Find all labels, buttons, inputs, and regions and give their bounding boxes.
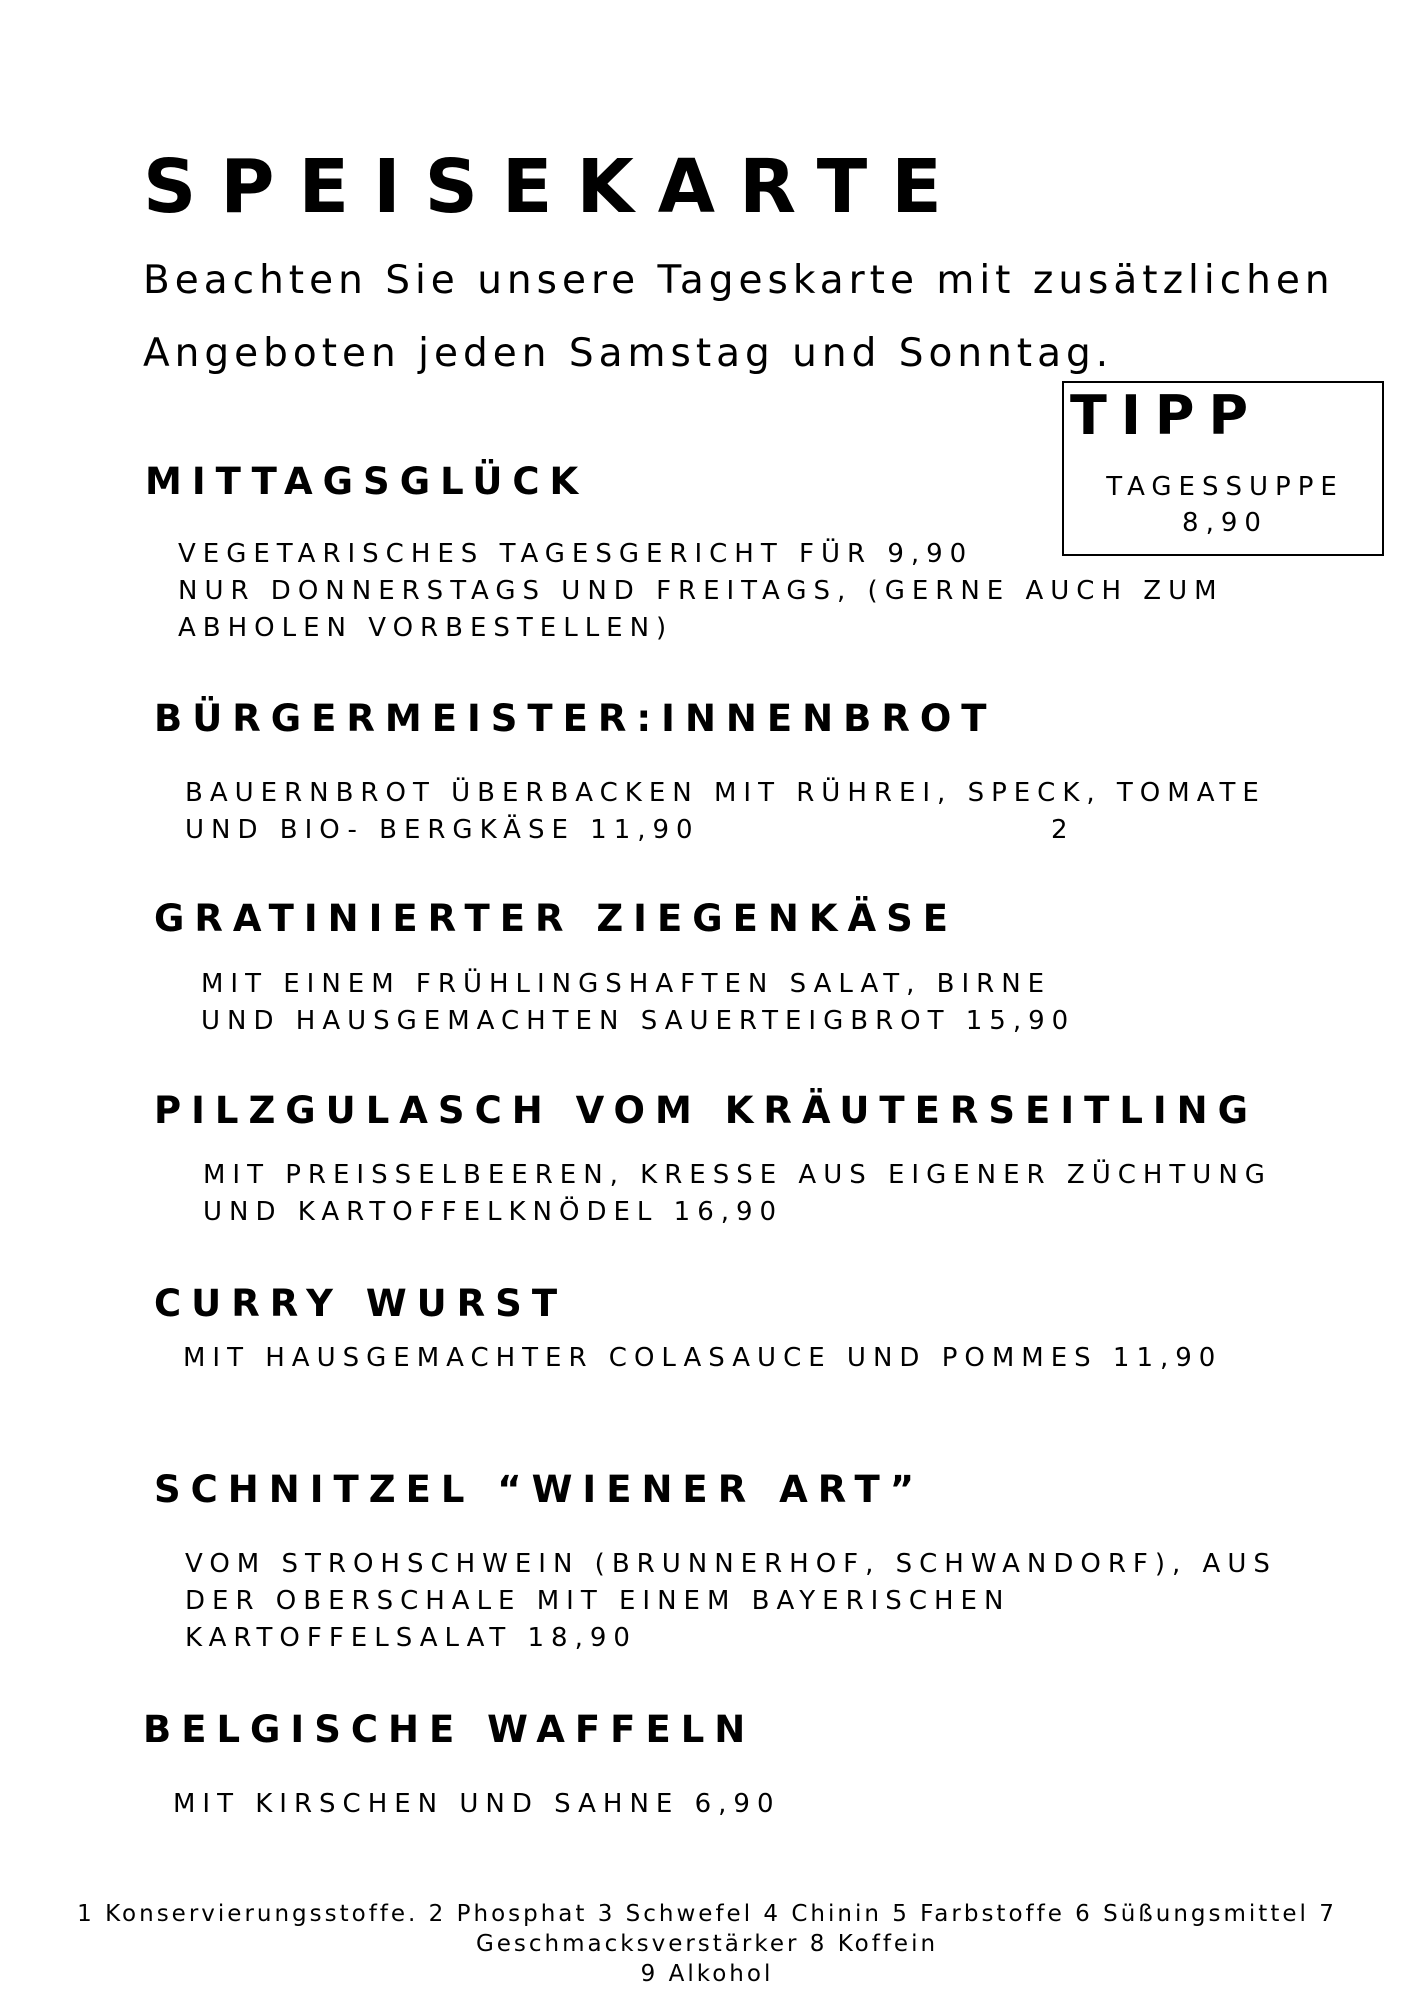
dish-title-buergermeisterbrot: BÜRGERMEISTER:INNENBROT	[154, 697, 997, 740]
dish-desc-line: BAUERNBROT ÜBERBACKEN MIT RÜHREI, SPECK, TOMATE	[185, 778, 1266, 808]
dish-desc-line: MIT EINEM FRÜHLINGSHAFTEN SALAT, BIRNE	[201, 969, 1052, 999]
dish-desc-line: NUR DONNERSTAGS UND FREITAGS, (GERNE AUCH ZUM	[178, 576, 1224, 606]
tipp-title: TIPP	[1070, 384, 1263, 447]
page-title: SPEISEKARTE	[143, 144, 966, 230]
footnote-line-3: 9 Alkohol	[640, 1961, 774, 1987]
intro-line-1: Beachten Sie unsere Tageskarte mit zusätzlichen	[143, 258, 1335, 303]
footnote-line-2: Geschmacksverstärker 8 Koffein	[475, 1931, 939, 1957]
dish-title-waffeln: BELGISCHE WAFFELN	[143, 1708, 756, 1751]
dish-desc-line: MIT KIRSCHEN UND SAHNE 6,90	[173, 1789, 781, 1819]
dish-title-pilzgulasch: PILZGULASCH VOM KRÄUTERSEITLING	[154, 1089, 1259, 1132]
dish-title-currywurst: CURRY WURST	[154, 1282, 568, 1325]
intro-line-2: Angeboten jeden Samstag und Sonntag.	[143, 331, 1114, 376]
footnote-line-1: 1 Konservierungsstoffe. 2 Phosphat 3 Schwefel 4 Chinin 5 Farbstoffe 6 Süßungsmittel 7	[77, 1901, 1337, 1927]
dish-desc-line: UND KARTOFFELKNÖDEL 16,90	[203, 1197, 784, 1227]
tipp-price: 8,90	[1182, 508, 1268, 538]
tipp-box	[1062, 381, 1384, 556]
dish-desc-line: MIT PREISSELBEEREN, KRESSE AUS EIGENER ZÜCHTUNG	[203, 1160, 1272, 1190]
dish-desc-line: MIT HAUSGEMACHTER COLASAUCE UND POMMES 11,90	[183, 1343, 1223, 1373]
dish-desc-line: VOM STROHSCHWEIN (BRUNNERHOF, SCHWANDORF), AUS	[185, 1549, 1277, 1579]
dish-desc-line: KARTOFFELSALAT 18,90	[185, 1623, 637, 1653]
dish-desc-line: ABHOLEN VORBESTELLEN)	[178, 613, 674, 643]
dish-title-schnitzel: SCHNITZEL “WIENER ART”	[154, 1468, 925, 1511]
dish-desc-line: VEGETARISCHES TAGESGERICHT FÜR 9,90	[178, 539, 974, 569]
dish-desc-line: UND HAUSGEMACHTEN SAUERTEIGBROT 15,90	[201, 1006, 1076, 1036]
dish-title-ziegenkaese: GRATINIERTER ZIEGENKÄSE	[154, 897, 959, 940]
tipp-item: TAGESSUPPE	[1106, 472, 1344, 502]
dish-desc-line: DER OBERSCHALE MIT EINEM BAYERISCHEN	[185, 1586, 1011, 1616]
dish-title-mittagsglueck: MITTAGSGLÜCK	[145, 460, 589, 503]
dish-desc-line: UND BIO- BERGKÄSE 11,90	[185, 815, 700, 845]
allergen-number: 2	[1051, 815, 1075, 845]
